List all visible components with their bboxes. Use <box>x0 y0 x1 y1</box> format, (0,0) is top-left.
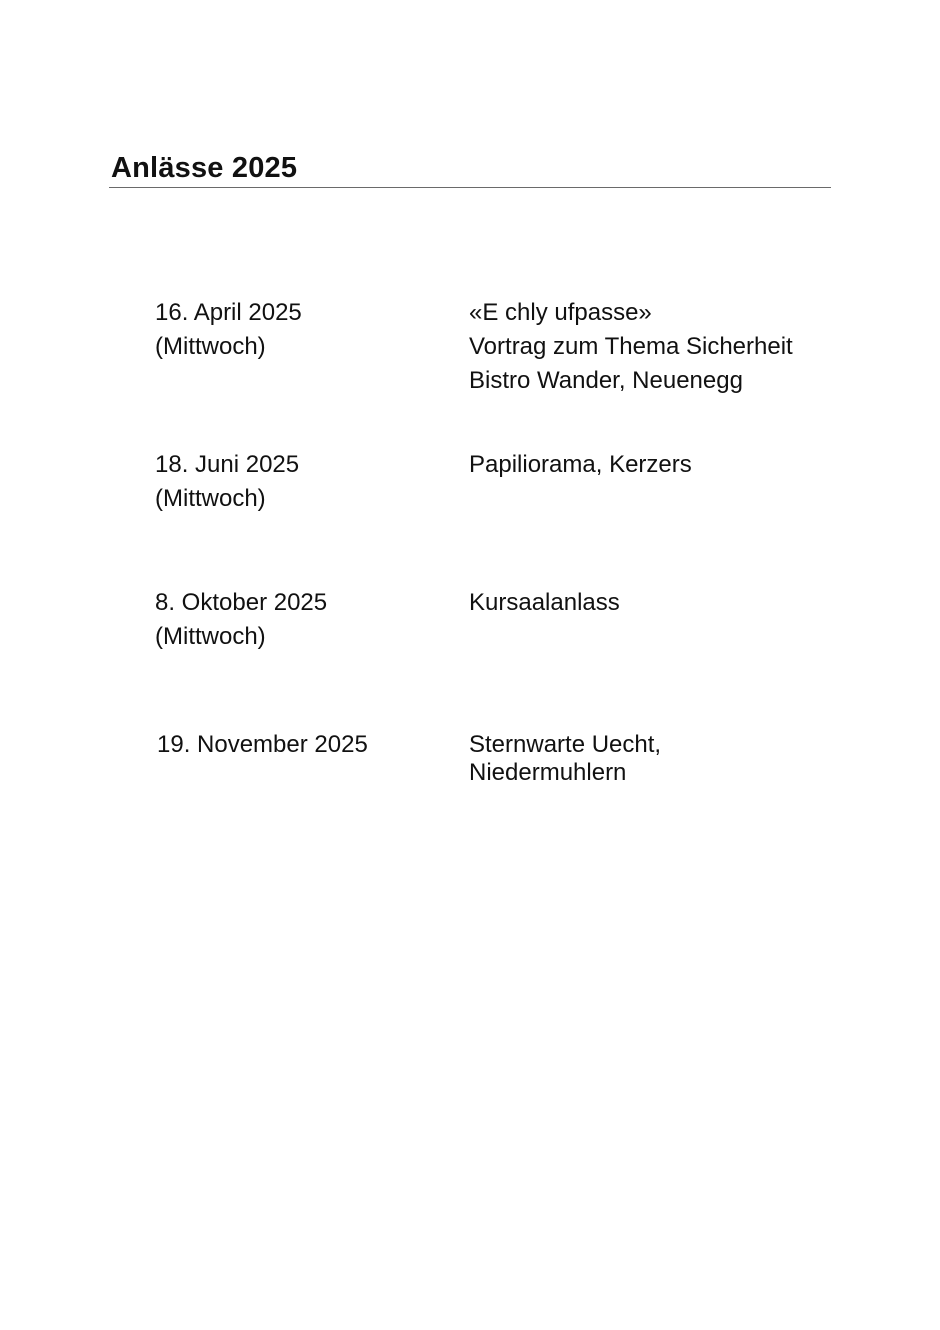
event-description-line: Sternwarte Uecht, <box>469 731 662 758</box>
event-date-block <box>155 296 302 364</box>
event-description <box>469 586 620 620</box>
event-date: 18. Juni 2025 <box>155 451 300 478</box>
event-date: 19. November 2025 <box>157 731 368 758</box>
event-description <box>469 296 793 398</box>
event-date-block <box>155 586 327 654</box>
title-underline <box>109 187 831 188</box>
event-description-line: Papiliorama, Kerzers <box>469 451 692 478</box>
event-date: 16. April 2025 <box>155 299 302 326</box>
event-weekday: (Mittwoch) <box>155 333 266 360</box>
event-description-line: Vortrag zum Thema Sicherheit <box>469 333 793 360</box>
event-date-block <box>155 448 299 516</box>
page-title: Anlässe 2025 <box>111 152 298 184</box>
event-description-line: Kursaalanlass <box>469 589 620 616</box>
event-weekday: (Mittwoch) <box>155 485 266 512</box>
event-description-line: «E chly ufpasse» <box>469 299 652 326</box>
event-weekday: (Mittwoch) <box>155 623 266 650</box>
event-description <box>469 448 692 482</box>
event-description-line: Bistro Wander, Neuenegg <box>469 367 743 394</box>
event-date-block <box>157 728 368 762</box>
event-description <box>469 731 661 787</box>
event-description-line: Niedermuhlern <box>469 759 627 786</box>
event-date: 8. Oktober 2025 <box>155 589 328 616</box>
